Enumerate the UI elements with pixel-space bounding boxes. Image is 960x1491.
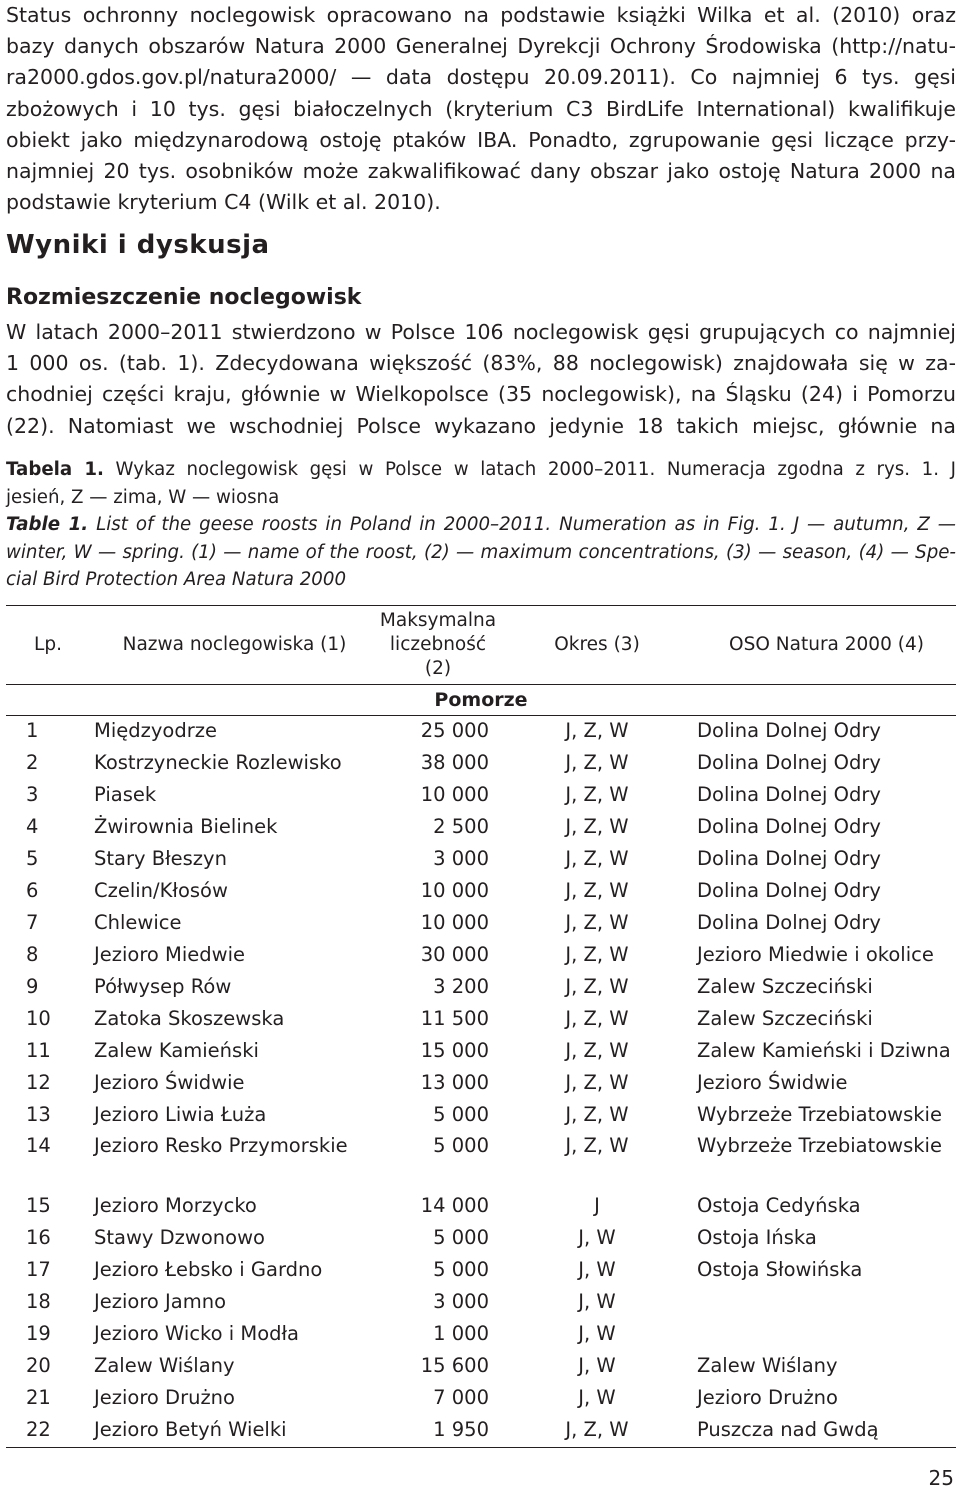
cell-lp: 22 [6, 1415, 90, 1448]
cell-max: 14 000 [420, 1194, 489, 1217]
cell-oso: Ostoja Słowińska [697, 1258, 863, 1281]
cell-max: 3 000 [433, 1290, 489, 1313]
table-row [6, 1132, 956, 1191]
intro-paragraph [6, 0, 956, 218]
cell-lp: 12 [26, 1071, 51, 1094]
cell-name: Zalew Kamieński [94, 1039, 259, 1062]
text-line: chodniej części kraju, głównie w Wielkopolsce (35 noclegowisk), na Śląsku (24) i Pomorzu [6, 382, 956, 407]
header-max: Maksymalna liczebność (2) [379, 606, 497, 685]
cell-oso: Dolina Dolnej Odry [697, 911, 881, 934]
cell-season: J, Z, W [565, 975, 629, 998]
table-row [6, 972, 956, 1004]
page-number: 25 [928, 1466, 954, 1490]
table-row [6, 876, 956, 908]
table-row [6, 1100, 956, 1132]
cell-season: J, Z, W [565, 1007, 629, 1030]
header-lp: Lp. [6, 606, 90, 685]
cell-season: J, W [578, 1290, 616, 1313]
cell-name: Jezioro Świdwie [94, 1071, 245, 1094]
cell-name: Zatoka Skoszewska [94, 1007, 285, 1030]
cell-season: J, W [578, 1226, 616, 1249]
cell-name: Jezioro Miedwie [94, 943, 246, 966]
cell-max: 5 000 [433, 1226, 489, 1249]
cell-max: 1 950 [379, 1415, 497, 1448]
header-name: Nazwa noclegowiska (1) [90, 606, 379, 685]
cell-season: J, W [578, 1322, 616, 1345]
cell-max: 30 000 [420, 943, 489, 966]
table-row [6, 1004, 956, 1036]
cell-season: J, Z, W [565, 719, 629, 742]
table-header-row [6, 606, 956, 685]
table-row [6, 812, 956, 844]
text-line: W latach 2000–2011 stwierdzono w Polsce 106 noclegowisk gęsi grupujących co najmniej [6, 320, 956, 344]
caption-line: jesień, Z — zima, W — wiosna [6, 486, 280, 508]
header-season: Okres (3) [497, 606, 697, 685]
table-row [6, 1351, 956, 1383]
table-row [6, 844, 956, 876]
text-line: obiekt jako międzynarodową ostoję ptaków IBA. Ponadto, zgrupowanie gęsi liczące przy- [6, 127, 956, 152]
cell-name: Stary Błeszyn [94, 847, 227, 870]
cell-lp: 10 [26, 1007, 51, 1030]
cell-oso: Zalew Kamieński i Dziwna [697, 1039, 951, 1062]
cell-season: J, Z, W [565, 1134, 629, 1157]
cell-oso: Dolina Dolnej Odry [697, 751, 881, 774]
text-line: ra2000.gdos.gov.pl/natura2000/ — data dostępu 20.09.2011). Co najmniej 6 tys. gęsi [6, 65, 956, 90]
cell-name: Jezioro Betyń Wielki [90, 1415, 379, 1448]
cell-oso [697, 1319, 956, 1351]
cell-lp: 16 [26, 1226, 51, 1249]
table-row [6, 1287, 956, 1319]
cell-oso: Dolina Dolnej Odry [697, 879, 881, 902]
text-line: (22). Natomiast we wschodniej Polsce wykazano jedynie 18 takich miejsc, głównie na [6, 413, 956, 438]
table-row [6, 1383, 956, 1415]
cell-season: J, W [578, 1258, 616, 1281]
cell-lp: 20 [26, 1354, 51, 1377]
body-paragraph [6, 317, 956, 442]
cell-max: 5 000 [433, 1134, 489, 1157]
cell-max: 10 000 [420, 911, 489, 934]
cell-oso: Zalew Szczeciński [697, 1007, 873, 1030]
caption-label: Table 1. [6, 514, 89, 535]
cell-max: 3 000 [433, 847, 489, 870]
cell-oso: Dolina Dolnej Odry [697, 815, 881, 838]
cell-oso: Zalew Wiślany [697, 1354, 838, 1377]
caption-line: Tabela 1. Wykaz noclegowisk gęsi w Polsce w latach 2000–2011. Numeracja zgodna z rys. 1. J [6, 459, 956, 480]
text-line: bazy danych obszarów Natura 2000 Generalnej Dyrekcji Ochrony Środowiska (http://natu- [6, 34, 956, 59]
cell-name: Stawy Dzwonowo [94, 1226, 265, 1249]
cell-season: J, Z, W [565, 1103, 629, 1126]
cell-max: 1 000 [433, 1322, 489, 1345]
text-line: podstawie kryterium C4 (Wilk et al. 2010). [6, 190, 441, 215]
cell-season: J, Z, W [565, 751, 629, 774]
cell-max: 13 000 [420, 1071, 489, 1094]
cell-name: Jezioro Liwia Łuża [94, 1103, 267, 1126]
table-row [6, 780, 956, 812]
cell-season: J, Z, W [565, 943, 629, 966]
text-line: 1 000 os. (tab. 1). Zdecydowana większość (83%, 88 noclegowisk) znajdowała się w za- [6, 351, 956, 376]
cell-oso: Ostoja Ińska [697, 1226, 817, 1249]
cell-season: J, W [578, 1386, 616, 1409]
cell-oso: Wybrzeże Trzebiatowskie [697, 1103, 942, 1126]
caption-label: Tabela 1. [6, 459, 104, 480]
cell-lp: 14 [26, 1134, 51, 1157]
cell-max: 2 500 [433, 815, 489, 838]
cell-oso: Zalew Szczeciński [697, 975, 873, 998]
cell-name: Jezioro Łebsko i Gardno [94, 1258, 323, 1281]
cell-lp: 1 [26, 719, 39, 742]
cell-season: J, Z, W [565, 783, 629, 806]
cell-oso: Wybrzeże Trzebiatowskie [697, 1134, 942, 1157]
header-oso: OSO Natura 2000 (4) [697, 606, 956, 685]
cell-name: Żwirownia Bielinek [94, 815, 278, 838]
table-row [6, 748, 956, 780]
table-row [6, 1255, 956, 1287]
table-caption-en [6, 511, 956, 594]
table-row [6, 716, 956, 749]
cell-season: J, Z, W [565, 815, 629, 838]
cell-name: Piasek [94, 783, 157, 806]
cell-name: Jezioro Morzycko [94, 1194, 257, 1217]
cell-max: 25 000 [420, 719, 489, 742]
cell-max: 11 500 [420, 1007, 489, 1030]
table-caption-pl [6, 456, 956, 511]
table-row [6, 1068, 956, 1100]
table-row [6, 1415, 956, 1448]
cell-lp: 13 [26, 1103, 51, 1126]
table-row [6, 1191, 956, 1223]
cell-name: Jezioro Drużno [94, 1386, 235, 1409]
region-row [6, 685, 956, 716]
cell-oso [697, 1287, 956, 1319]
cell-max: 38 000 [420, 751, 489, 774]
table-row [6, 1223, 956, 1255]
cell-max: 10 000 [420, 783, 489, 806]
cell-max: 15 000 [420, 1039, 489, 1062]
cell-lp: 15 [26, 1194, 51, 1217]
cell-name: Jezioro Wicko i Modła [94, 1322, 300, 1345]
cell-lp: 5 [26, 847, 39, 870]
cell-max: 7 000 [433, 1386, 489, 1409]
cell-name: Zalew Wiślany [94, 1354, 235, 1377]
cell-oso: Jezioro Drużno [697, 1386, 838, 1409]
cell-name: Jezioro Resko Przymorskie [94, 1134, 348, 1157]
cell-oso: Dolina Dolnej Odry [697, 783, 881, 806]
cell-lp: 6 [26, 879, 39, 902]
caption-line: cial Bird Protection Area Natura 2000 [6, 569, 347, 590]
text-line: zbożowych i 10 tys. gęsi białoczelnych (kryterium C3 BirdLife International) kwalifikuje [6, 96, 956, 121]
cell-season: J, Z, W [497, 1415, 697, 1448]
cell-max: 5 000 [433, 1103, 489, 1126]
cell-lp: 18 [26, 1290, 51, 1313]
cell-oso: Ostoja Cedyńska [697, 1194, 861, 1217]
roosts-table [6, 605, 956, 1448]
cell-oso: Puszcza nad Gwdą [697, 1415, 956, 1448]
body-text [6, 317, 956, 442]
cell-season: J, W [578, 1354, 616, 1377]
cell-lp: 17 [26, 1258, 51, 1281]
cell-oso: Jezioro Świdwie [697, 1071, 848, 1094]
table-body [6, 716, 956, 1448]
caption-line: Table 1. List of the geese roosts in Poland in 2000–2011. Numeration as in Fig. 1. J — autumn, Z — [6, 514, 956, 535]
cell-name: Jezioro Jamno [94, 1290, 227, 1313]
intro-text [6, 0, 956, 218]
table-row [6, 1036, 956, 1068]
cell-max: 3 200 [433, 975, 489, 998]
cell-season: J, Z, W [565, 911, 629, 934]
section-title: Wyniki i dyskusja [6, 230, 270, 260]
cell-lp: 4 [26, 815, 39, 838]
cell-lp: 19 [26, 1322, 51, 1345]
cell-name: Chlewice [94, 911, 182, 934]
cell-season: J, Z, W [565, 1071, 629, 1094]
cell-lp: 8 [26, 943, 39, 966]
table-row [6, 908, 956, 940]
table-row [6, 940, 956, 972]
cell-oso: Dolina Dolnej Odry [697, 719, 881, 742]
table-row [6, 1319, 956, 1351]
subsection-title: Rozmieszczenie noclegowisk [6, 285, 362, 310]
cell-name: Kostrzyneckie Rozlewisko [94, 751, 342, 774]
caption-line: winter, W — spring. (1) — name of the roost, (2) — maximum concentrations, (3) — season, (4) — Spe- [6, 541, 956, 563]
cell-name: Czelin/Kłosów [94, 879, 228, 902]
cell-lp: 21 [26, 1386, 51, 1409]
cell-lp: 2 [26, 751, 39, 774]
cell-season: J, Z, W [565, 879, 629, 902]
cell-lp: 3 [26, 783, 39, 806]
cell-name: Półwysep Rów [94, 975, 232, 998]
cell-max: 5 000 [433, 1258, 489, 1281]
cell-season: J, Z, W [565, 1039, 629, 1062]
cell-lp: 7 [26, 911, 39, 934]
cell-max: 15 600 [420, 1354, 489, 1377]
cell-oso: Jezioro Miedwie i okolice [697, 943, 934, 966]
text-line: najmniej 20 tys. osobników może zakwalifikować dany obszar jako ostoję Natura 2000 na [6, 159, 956, 184]
cell-lp: 9 [26, 975, 39, 998]
cell-season: J, Z, W [565, 847, 629, 870]
text-line: Status ochronny noclegowisk opracowano na podstawie książki Wilka et al. (2010) oraz [6, 3, 956, 27]
cell-season: J [594, 1194, 600, 1217]
cell-max: 10 000 [420, 879, 489, 902]
cell-oso: Dolina Dolnej Odry [697, 847, 881, 870]
region-label: Pomorze [6, 685, 956, 716]
cell-name: Międzyodrze [94, 719, 217, 742]
cell-lp: 11 [26, 1039, 51, 1062]
